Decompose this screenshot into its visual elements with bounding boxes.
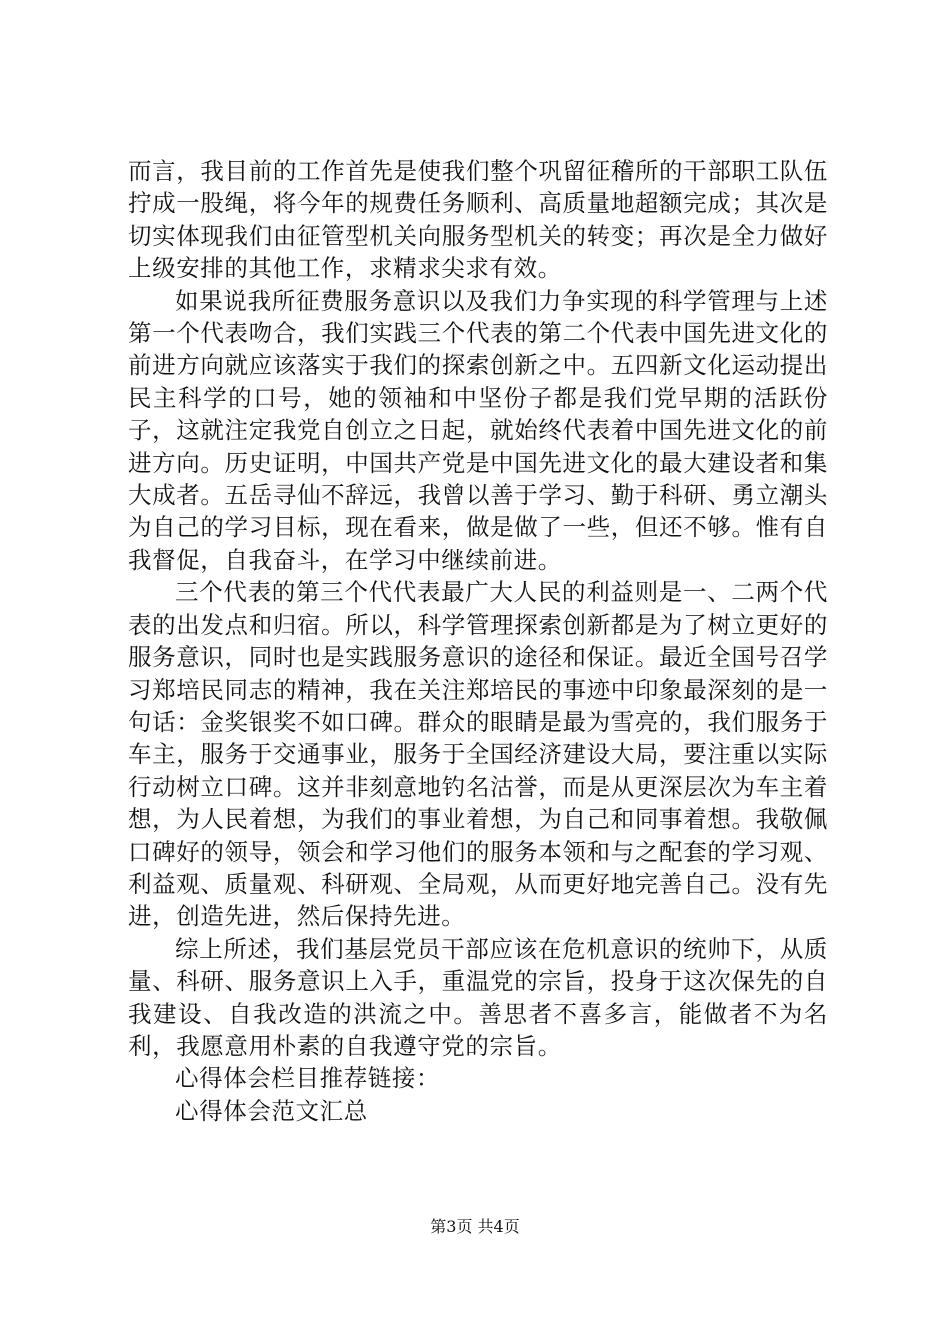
page-footer: 第3页 共4页 (430, 1217, 520, 1236)
link-item[interactable]: 心得体会范文汇总 (175, 1096, 368, 1125)
document-body (128, 155, 828, 1127)
paragraph-4: 综上所述，我们基层党员干部应该在危机意识的统帅下，从质量、科研、服务意识上入手，重温党的宗旨，投身于这次保先的自我建设、自我改造的洪流之中。善思者不喜多言，能做者不为名利，我愿意用朴素的自我遵守党的宗旨。 (128, 934, 828, 1060)
links-heading: 心得体会栏目推荐链接： (175, 1064, 441, 1093)
paragraph-1: 而言，我目前的工作首先是使我们整个巩留征稽所的干部职工队伍拧成一股绳，将今年的规费任务顺利、高质量地超额完成；其次是切实体现我们由征管型机关向服务型机关的转变；再次是全力做好上级安排的其他工作，求精求尖求有效。 (128, 157, 828, 283)
paragraph-2: 如果说我所征费服务意识以及我们力争实现的科学管理与上述第一个代表吻合，我们实践三个代表的第二个代表中国先进文化的前进方向就应该落实于我们的探索创新之中。五四新文化运动提出民主科学的口号，她的领袖和中坚份子都是我们党早期的活跃份子，这就注定我党自创立之日起，就始终代表着中国先进文化的前进方向。历史证明，中国共产党是中国先进文化的最大建设者和集大成者。五岳寻仙不辞远，我曾以善于学习、勤于科研、勇立潮头为自己的学习目标，现在看来，做是做了一些，但还不够。惟有自我督促，自我奋斗，在学习中继续前进。 (128, 286, 828, 574)
paragraph-3: 三个代表的第三个代代表最广大人民的利益则是一、二两个代表的出发点和归宿。所以，科学管理探索创新都是为了树立更好的服务意识，同时也是实践服务意识的途径和保证。最近全国号召学习郑培民同志的精神，我在关注郑培民的事迹中印象最深刻的是一句话：金奖银奖不如口碑。群众的眼睛是最为雪亮的，我们服务于车主，服务于交通事业，服务于全国经济建设大局，要注重以实际行动树立口碑。这并非刻意地钓名沽誉，而是从更深层次为车主着想，为人民着想，为我们的事业着想，为自己和同事着想。我敬佩口碑好的领导，领会和学习他们的服务本领和与之配套的学习观、利益观、质量观、科研观、全局观，从而更好地完善自己。没有先进，创造先进，然后保持先进。 (128, 578, 828, 931)
